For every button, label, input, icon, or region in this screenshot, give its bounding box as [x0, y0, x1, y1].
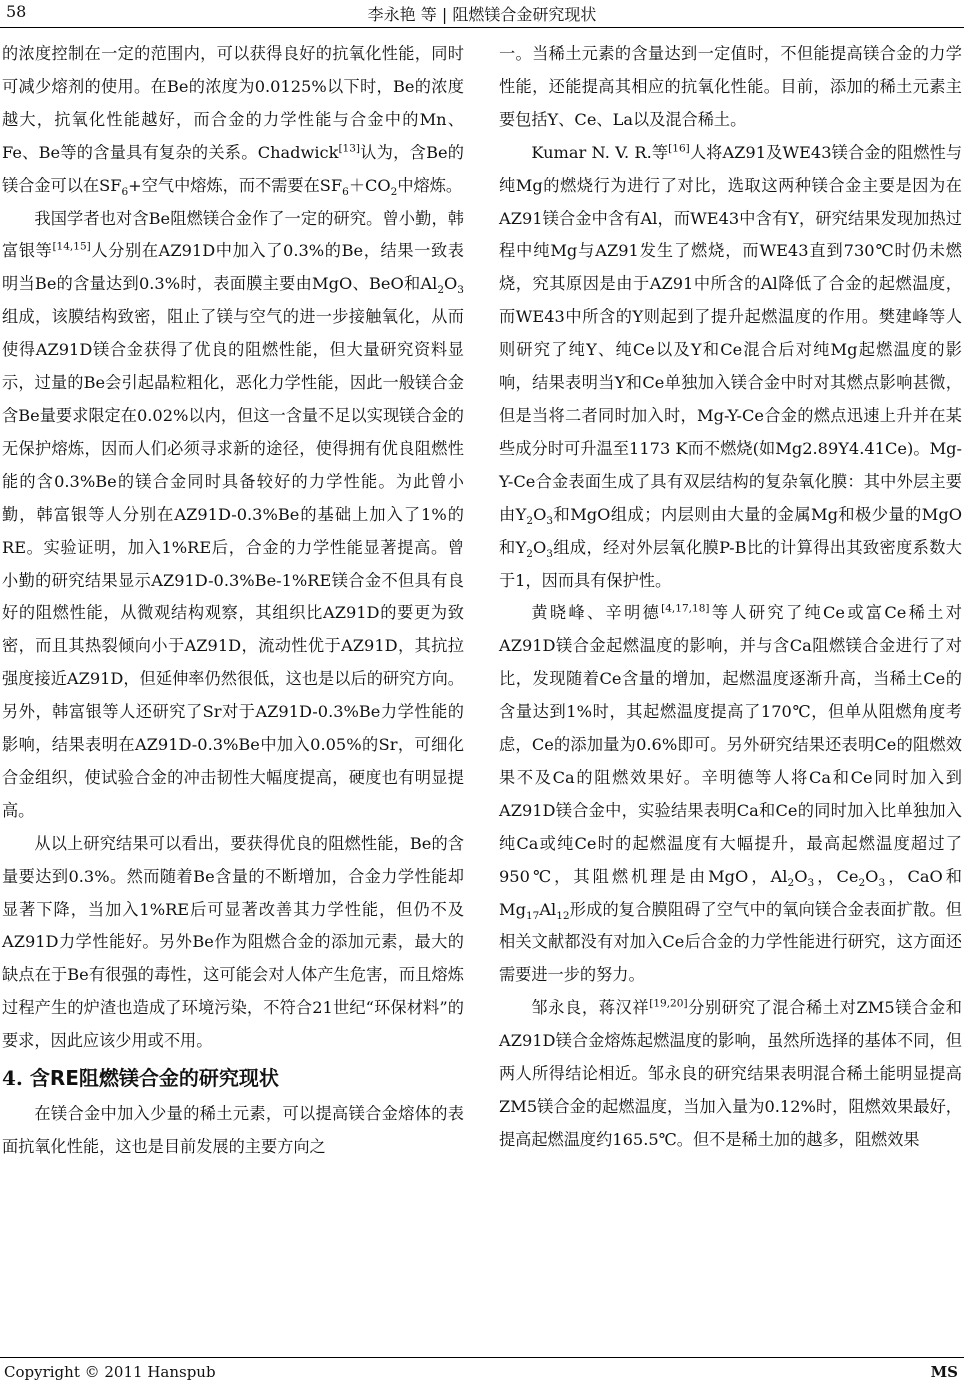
paragraph: Kumar N. V. R.等[16]人将AZ91及WE43镁合金的阻燃性与纯Mg的燃烧行为进行了对比，选取这两种镁合金主要是因为在AZ91镁合金中含有Al，而WE43中含有Y，研究结果发现加热过程中纯Mg与AZ91发生了燃烧，而WE43直到730℃时仍未燃烧，究其原因是由于AZ91中所含的Al降低了合金的起燃温度，而WE43中所含的Y则起到了提升起燃温度的作用。樊建峰等人则研究了纯Y、纯Ce以及Y和Ce混合后对纯Mg起燃温度的影响，结果表明当Y和Ce单独加入镁合金中时对其燃点影响甚微，但是当将二者同时加入时，Mg-Y-Ce合金的燃点迅速上升并在某些成分时可升温至1173 K而不燃烧(如Mg2.89Y4.41Ce)。Mg-Y-Ce合金表面生成了具有双层结构的复杂氧化膜：其中外层主要由$Y_2O_3$和MgO组成；内层则由大量的金属Mg和极少量的MgO和$Y_2O_3$组成，经对外层氧化膜P-B比的计算得出其致密度系数大于1，因而具有保护性。 [499, 142, 963, 590]
paragraph: 从以上研究结果可以看出，要获得优良的阻燃性能，Be的含量要达到0.3%。然而随着Be含量的不断增加，合金力学性能却显著下降，当加入1%RE后可显著改善其力学性能，但仍不及AZ91D力学性能好。另外Be作为阻燃合金的添加元素，最大的缺点在于Be有很强的毒性，这可能会对人体产生危害，而且熔炼过程产生的炉渣也造成了环境污染，不符合21世纪“环保材料”的要求，因此应该少用或不用。 [2, 833, 464, 1051]
right-column [499, 38, 962, 1157]
paragraph: 我国学者也对含Be阻燃镁合金作了一定的研究。曾小勤，韩富银等[14,15]人分别在AZ91D中加入了0.3%的Be，结果一致表明当Be的含量达到0.3%时，表面膜主要由MgO、BeO和$Al_2O_3$组成，该膜结构致密，阻止了镁与空气的进一步接触氧化，从而使得AZ91D镁合金获得了优良的阻燃性能，但大量研究资料显示，过量的Be会引起晶粒粗化，恶化力学性能，因此一般镁合金含Be量要求限定在0.02%以内，但这一含量不足以实现镁合金的无保护熔炼，因而人们必须寻求新的途径，使得拥有优良阻燃性能的含0.3%Be的镁合金同时具备较好的力学性能。为此曾小勤，韩富银等人分别在AZ91D-0.3%Be的基础上加入了1%的RE。实验证明，加入1%RE后，合金的力学性能显著提高。曾小勤的研究结果显示AZ91D-0.3%Be-1%RE镁合金不但具有良好的阻燃性能，从微观结构观察，其组织比AZ91D的要更为致密，而且其热裂倾向小于AZ91D，流动性优于AZ91D，其抗拉强度接近AZ91D，但延伸率仍然很低，这也是以后的研究方向。另外，韩富银等人还研究了Sr对于AZ91D-0.3%Be力学性能的影响，结果表明在AZ91D-0.3%Be中加入0.05%的Sr，可细化合金组织，使试验合金的冲击韧性大幅度提高，硬度也有明显提高。 [2, 208, 464, 820]
footer-rule [0, 1357, 964, 1358]
citation: [19,20] [649, 997, 688, 1010]
section-heading: 4. 含RE阻燃镁合金的研究现状 [2, 1066, 279, 1091]
left-column [2, 38, 464, 1164]
running-title: 李永艳 等 | 阻燃镁合金研究现状 [367, 5, 597, 24]
copyright-notice: Copyright © 2011 Hanspub [4, 1363, 216, 1381]
citation: [4,17,18] [661, 603, 710, 616]
paragraph: 在镁合金中加入少量的稀土元素，可以提高镁合金熔体的表面抗氧化性能，这也是目前发展的主要方向之 [2, 1104, 464, 1156]
paragraph: 黄晓峰、辛明德[4,17,18]等人研究了纯Ce或富Ce稀土对AZ91D镁合金起燃温度的影响，并与含Ca阻燃镁合金进行了对比，发现随着Ce含量的增加，起燃温度逐渐升高，当稀土Ce的含量达到1%时，其起燃温度提高了170℃，但单从阻燃角度考虑，Ce的添加量为0.6%即可。另外研究结果还表明Ce的阻燃效果不及Ca的阻燃效果好。辛明德等人将Ca和Ce同时加入到AZ91D镁合金中，实验结果表明Ca和Ce的同时加入比单独加入纯Ca或纯Ce时的起燃温度有大幅提升，最高起燃温度超过了950℃，其阻燃机理是由MgO，$Al_2O_3$，$Ce_2O_3$，CaO和$Mg_{17}Al_{12}$形成的复合膜阻碍了空气中的氧向镁合金表面扩散。但相关文献都没有对加入Ce后合金的力学性能进行研究，这方面还需要进一步的努力。 [499, 603, 962, 985]
citation: [13] [338, 142, 361, 155]
citation: [16] [668, 142, 690, 155]
paragraph: 一。当稀土元素的含量达到一定值时，不但能提高镁合金的力学性能，还能提高其相应的抗氧化性能。目前，添加的稀土元素主要包括Y、Ce、La以及混合稀土。 [499, 44, 962, 129]
journal-abbrev: MS [930, 1363, 958, 1381]
header-rule [0, 27, 964, 28]
paragraph: 邹永良，蒋汉祥[19,20]分别研究了混合稀土对ZM5镁合金和AZ91D镁合金熔炼起燃温度的影响，虽然所选择的基体不同，但两人所得结论相近。邹永良的研究结果表明混合稀土能明显提高ZM5镁合金的起燃温度，当加入量为0.12%时，阻燃效果最好，提高起燃温度约165.5℃。但不是稀土加的越多，阻燃效果 [499, 997, 962, 1149]
paragraph: 的浓度控制在一定的范围内，可以获得良好的抗氧化性能，同时可减少熔剂的使用。在Be的浓度为0.0125%以下时，Be的浓度越大，抗氧化性能越好，而合金的力学性能与合金中的Mn、Fe、Be等的含量具有复杂的关系。Chadwick[13]认为，含Be的镁合金可以在$SF_6+$空气中熔炼，而不需要在$SF_6+CO_2$中熔炼。 [2, 44, 464, 198]
citation: [14,15] [52, 241, 91, 254]
page-number: 58 [6, 2, 27, 21]
page-header [0, 0, 964, 28]
